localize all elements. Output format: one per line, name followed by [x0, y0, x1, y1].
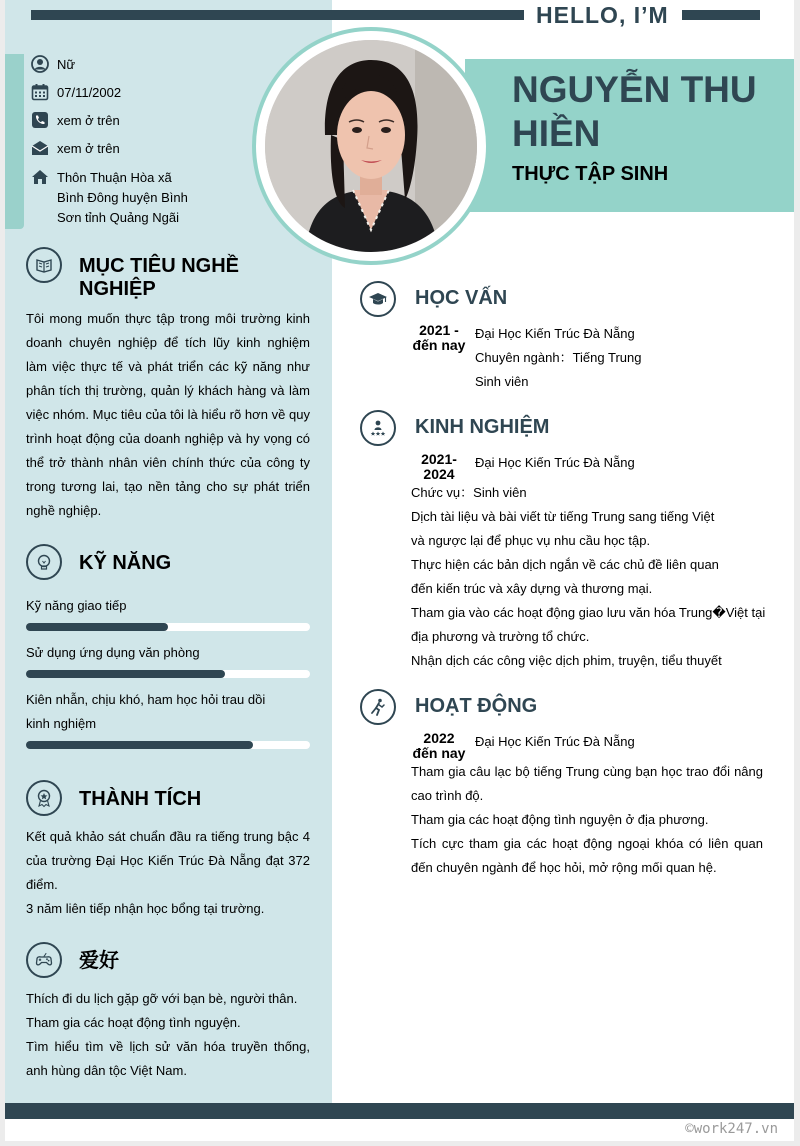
email-text: xem ở trên [57, 141, 120, 156]
lightbulb-icon [26, 544, 62, 580]
objective-title-line: MỤC TIÊU NGHỀ [79, 255, 239, 277]
user-circle-icon [31, 55, 49, 73]
education-major: Chuyên ngành：Tiếng Trung [475, 350, 642, 365]
candidate-role: THỰC TẬP SINH [512, 163, 669, 185]
education-status: Sinh viên [475, 374, 529, 389]
contact-email [31, 139, 120, 159]
contact-gender [31, 55, 75, 75]
education-title: HỌC VẤN [415, 287, 508, 309]
skill-label [26, 688, 265, 736]
skill-bar-fill [26, 741, 253, 749]
experience-line: Thực hiện các bản dịch ngắn về các chủ đề liên quan [411, 557, 719, 572]
experience-line: địa phương và trường tổ chức. [411, 629, 590, 644]
top-bar-right [682, 10, 760, 20]
skill-bar [26, 670, 310, 678]
date-line: 2021 - [419, 322, 459, 338]
experience-line: Dịch tài liệu và bài viết từ tiếng Trung sang tiếng Việt [411, 509, 715, 524]
skill-bar [26, 623, 310, 631]
experience-org: Đại Học Kiến Trúc Đà Nẵng [475, 455, 635, 470]
contact-address [31, 168, 188, 228]
gamepad-icon [26, 942, 62, 978]
achievement-text: 3 năm liên tiếp nhận học bổng tại trường. [26, 901, 265, 916]
skill-label: Sử dụng ứng dụng văn phòng [26, 645, 200, 660]
skills-title: KỸ NĂNG [79, 552, 172, 574]
footer-bar [5, 1103, 794, 1119]
phone-icon [31, 111, 49, 129]
skill-bar-fill [26, 670, 225, 678]
experience-title: KINH NGHIỆM [415, 416, 550, 438]
contact-dob [31, 83, 121, 103]
sidebar-accent-tab [5, 54, 24, 229]
activity-text: Tham gia câu lạc bộ tiếng Trung cùng bạn học trao đổi nâng cao trình độ. [411, 764, 763, 803]
objective-title [79, 255, 239, 301]
date-line: 2021- [421, 451, 457, 467]
running-icon [360, 689, 396, 725]
date-line: 2022 [423, 730, 455, 746]
medal-icon [26, 780, 62, 816]
address-line: Sơn tỉnh Quảng Ngãi [57, 210, 179, 225]
date-line: 2024 [423, 466, 455, 482]
experience-line: Tham gia vào các hoạt động giao lưu văn hóa Trung�Việt tại [411, 605, 766, 620]
hobby-text: Thích đi du lịch gặp gỡ với bạn bè, người thân. [26, 991, 298, 1006]
skill-label: Kỹ năng giao tiếp [26, 598, 127, 613]
book-icon [26, 247, 62, 283]
hobbies-title: 爱好 [79, 950, 119, 972]
objective-title-line: NGHIỆP [79, 278, 156, 300]
address-line: Bình Đông huyện Bình [57, 190, 188, 205]
person-stars-icon [360, 410, 396, 446]
home-icon [31, 168, 49, 186]
hello-heading: HELLO, I’M [536, 2, 669, 28]
envelope-icon [31, 139, 49, 157]
address-line: Thôn Thuận Hòa xã [57, 170, 172, 185]
hobby-text: Tham gia các hoạt động tình nguyện. [26, 1015, 241, 1030]
achievement-text: Kết quả khảo sát chuẩn đầu ra tiếng trung bậc 4 của trường Đại Học Kiến Trúc Đà Nẵng đạt 372 điểm. [26, 829, 310, 892]
activities-date [406, 731, 472, 761]
contact-phone [31, 111, 120, 131]
achievements-title: THÀNH TÍCH [79, 788, 202, 810]
skill-label-line: kinh nghiệm [26, 716, 97, 731]
watermark: ©work247.vn [685, 1121, 778, 1137]
experience-line: và ngược lại để phục vụ nhu cầu học tập. [411, 533, 651, 548]
gender-text: Nữ [57, 57, 76, 72]
skill-bar [26, 741, 310, 749]
experience-line: Nhận dịch các công việc dịch phim, truyện, tiểu thuyết [411, 653, 722, 668]
hobby-text: Tìm hiểu tìm về lịch sử văn hóa truyền thống, anh hùng dân tộc Việt Nam. [26, 1039, 310, 1078]
address-text [57, 168, 188, 228]
skill-bar-fill [26, 623, 168, 631]
dob-text: 07/11/2002 [57, 85, 122, 100]
activities-title: HOẠT ĐỘNG [415, 695, 538, 717]
activity-text: Tích cực tham gia các hoạt động ngoại khóa có liên quan đến chuyên ngành để học hỏi, mở rộng mối quan hệ. [411, 836, 763, 875]
date-line: đến nay [412, 337, 466, 353]
education-school: Đại Học Kiến Trúc Đà Nẵng [475, 326, 635, 341]
experience-date [406, 452, 472, 482]
graduation-cap-icon [360, 281, 396, 317]
candidate-name: NGUYỄN THU HIỀN [512, 69, 757, 154]
experience-position: Chức vụ：Sinh viên [411, 485, 527, 500]
objective-text: Tôi mong muốn thực tập trong môi trường kinh doanh chuyên nghiệp để tích lũy kinh nghiệm làm việc thực tế và phát triển các kỹ năng như phân tích thị trường, quản lý khách hàng và làm việc nhóm. Mục tiêu của tôi là hiểu rõ hơn về quy trình hoạt động của doanh nghiệp và hy vọng có thể trở thành nhân viên chính thức của công ty trong tương lai, tạo nền tảng cho sự phát triển nghề nghiệp. [26, 311, 310, 518]
activities-org: Đại Học Kiến Trúc Đà Nẵng [475, 734, 635, 749]
top-bar-left [31, 10, 524, 20]
cv-page [5, 0, 794, 1141]
date-line: đến nay [412, 745, 466, 761]
skill-label-line: Kiên nhẫn, chịu khó, ham học hỏi trau dồi [26, 692, 266, 707]
experience-line: đến kiến trúc và xây dựng và thương mại. [411, 581, 653, 596]
education-date [406, 323, 472, 353]
calendar-icon [31, 83, 49, 101]
activity-text: Tham gia các hoạt động tình nguyện ở địa phương. [411, 812, 709, 827]
phone-text: xem ở trên [57, 113, 120, 128]
profile-photo [265, 40, 477, 252]
profile-photo-illustration [265, 40, 477, 252]
